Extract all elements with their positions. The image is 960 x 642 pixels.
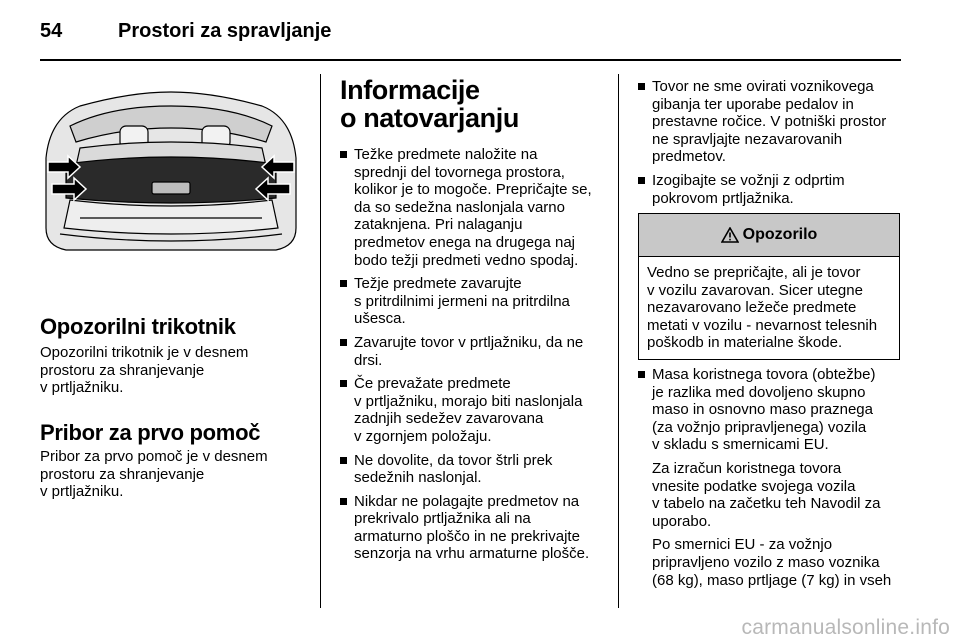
section-title-warning-triangle: Opozorilni trikotnik: [40, 314, 236, 339]
warning-header: [639, 214, 899, 257]
bullet-square-icon: [340, 339, 347, 346]
list-item: Zavarujte tovor v prtljažniku, da ne drsi.: [340, 334, 608, 369]
bullet-square-icon: [638, 83, 645, 90]
list-item: Težje predmete zavarujte s pritrdilnimi jermeni na pritrdilna ušesca.: [340, 275, 608, 328]
payload-list: [638, 366, 904, 595]
column-divider-right: [618, 74, 619, 608]
list-item: Težke predmete naložite na sprednji del tovornega prostora, kolikor je to mogoče. Prepričajte se, da so sedežna naslonjala varno zataknjena. Pri nalaganju predmetov enega na drugega naj bodo težji predmeti vedno spodaj.: [340, 146, 608, 269]
list-item: Nikdar ne polagajte predmetov na prekrivalo prtljažnika ali na armaturno ploščo in ne prekrivajte senzorja na vrhu armaturne plošče.: [340, 493, 608, 563]
payload-sub-paragraph: Za izračun koristnega tovora vnesite podatke svojega vozila v tabelo na začetku teh Navodil za uporabo.: [652, 459, 881, 530]
watermark: carmanualsonline.info: [741, 616, 950, 639]
bullet-square-icon: [638, 371, 645, 378]
loading-info-list: [340, 146, 608, 569]
list-item: Masa koristnega tovora (obtežbe) je razlika med dovoljeno skupno maso in osnovno maso praznega (za vožnjo pripravljenega) vozila v skladu s smernicami EU. Za izračun koristnega tovora vnesite podatke svojega vozila v tabelo na začetku teh Navodil za uporabo. Po smernici EU - za vožnjo pripravljeno vozilo z maso voznika (68 kg), maso prtljage (7 kg) in vseh: [638, 366, 904, 589]
bullet-square-icon: [340, 280, 347, 287]
page-number: 54: [40, 20, 63, 42]
list-item: Tovor ne sme ovirati voznikovega gibanja ter uporabe pedalov in prestavne ročice. V potniški prostor ne spravljajte nezavarovanih predmetov.: [638, 78, 904, 166]
luggage-compartment-illustration: [40, 78, 302, 273]
bullet-square-icon: [340, 498, 347, 505]
section-text-first-aid: Pribor za prvo pomoč je v desnem prostoru za shranjevanje v prtljažniku.: [40, 448, 268, 501]
header-rule: [40, 59, 901, 61]
column-divider-left: [320, 74, 321, 608]
list-item: Ne dovolite, da tovor štrli prek sedežnih naslonjal.: [340, 452, 608, 487]
section-title-first-aid: Pribor za prvo pomoč: [40, 420, 261, 445]
page-header: [40, 20, 331, 44]
section-title-loading-info: Informacije o natovarjanju: [340, 75, 519, 133]
warning-triangle-icon: [721, 227, 739, 243]
warning-title: Opozorilo: [742, 226, 818, 243]
bullet-square-icon: [638, 177, 645, 184]
payload-sub-paragraph: Po smernici EU - za vožnjo pripravljeno vozilo z maso voznika (68 kg), maso prtljage (7 kg) in vseh: [652, 536, 892, 589]
section-text-warning-triangle: Opozorilni trikotnik je v desnem prostoru za shranjevanje v prtljažniku.: [40, 344, 249, 397]
bullet-square-icon: [340, 457, 347, 464]
bullet-square-icon: [340, 151, 347, 158]
list-item: Izogibajte se vožnji z odprtim pokrovom prtljažnika.: [638, 172, 904, 207]
bullet-square-icon: [340, 380, 347, 387]
loading-info-list-continued: [638, 78, 904, 213]
list-item: Če prevažate predmete v prtljažniku, morajo biti naslonjala zadnjih sedežev zavarovana v zgornjem položaju.: [340, 375, 608, 445]
page-title: Prostori za spravljanje: [118, 20, 332, 42]
warning-box: [638, 213, 900, 360]
warning-text: Vedno se prepričajte, ali je tovor v vozilu zavarovan. Sicer utegne nezavarovano ležeče predmete metati v vozilu - nevarnost telesnih poškodb in materialne škode.: [647, 264, 878, 352]
